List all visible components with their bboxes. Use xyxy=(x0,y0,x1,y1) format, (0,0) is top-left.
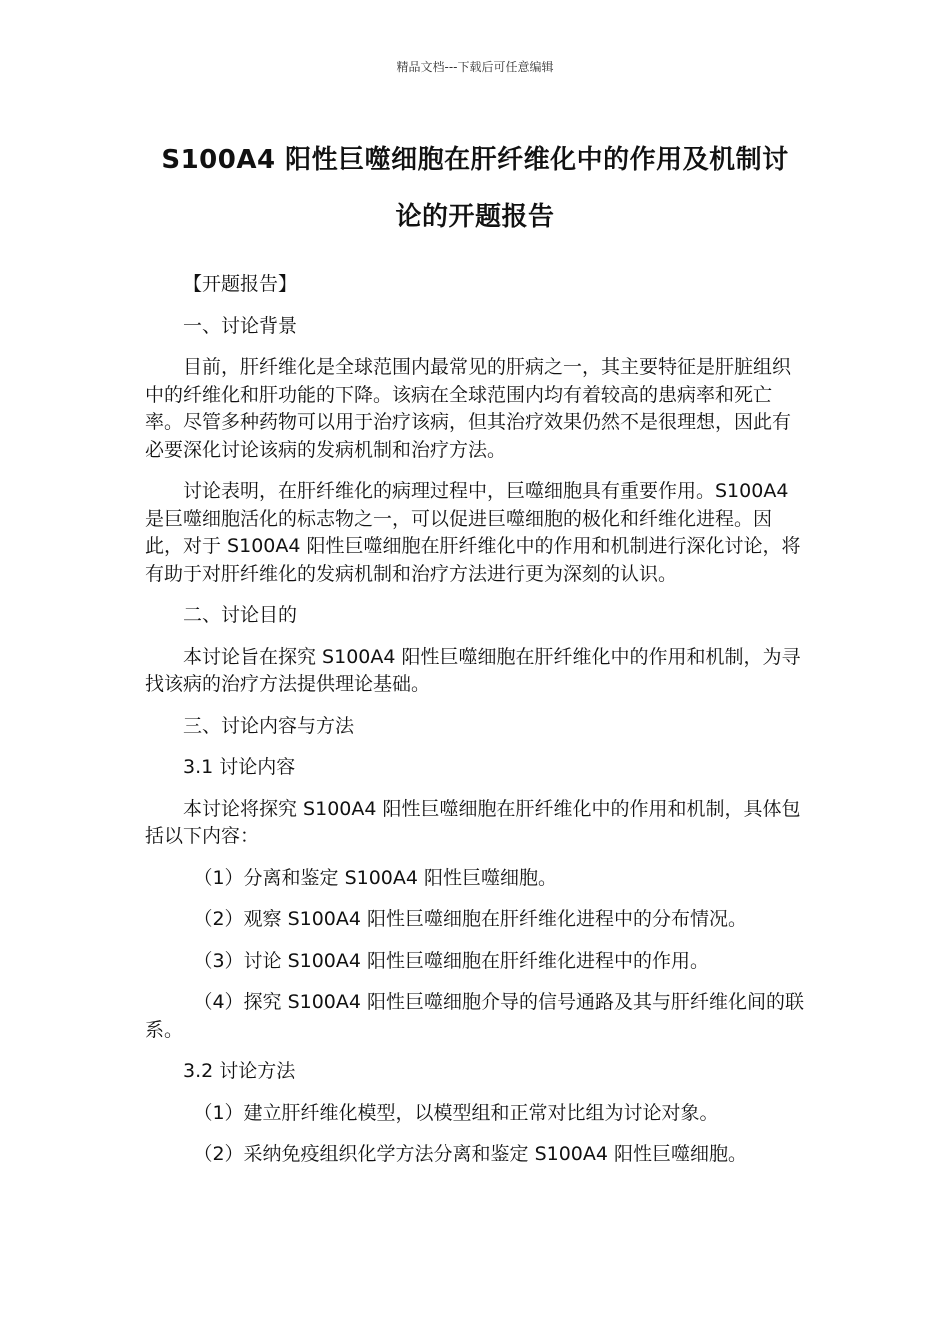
list-item: （3）讨论 S100A4 阳性巨噬细胞在肝纤维化进程中的作用。 xyxy=(193,949,710,972)
section-heading-content-methods: 三、讨论内容与方法 xyxy=(183,714,355,737)
document-title-line-1: S100A4 阳性巨噬细胞在肝纤维化中的作用及机制讨 xyxy=(161,145,789,175)
list-item: （2）观察 S100A4 阳性巨噬细胞在肝纤维化进程中的分布情况。 xyxy=(193,908,748,930)
body-paragraph: 本讨论将探究 S100A4 阳性巨噬细胞在肝纤维化中的作用和机制，具体包括以下内容： xyxy=(145,797,801,847)
document-body xyxy=(145,271,805,1183)
list-item: （1）分离和鉴定 S100A4 阳性巨噬细胞。 xyxy=(193,866,558,889)
list-item: （2）采纳免疫组织化学方法分离和鉴定 S100A4 阳性巨噬细胞。 xyxy=(193,1143,748,1165)
subsection-heading-content: 3.1 讨论内容 xyxy=(183,756,296,778)
section-label-report: 【开题报告】 xyxy=(183,273,298,295)
body-paragraph: 讨论表明，在肝纤维化的病理过程中，巨噬细胞具有重要作用。S100A4 是巨噬细胞活化的标志物之一，可以促进巨噬细胞的极化和纤维化进程。因此，对于 S100A4 阳性巨噬细胞在肝纤维化中的作用和机制进行深化讨论，将有助于对肝纤维化的发病机制和治疗方法进行更为深刻的认识。 xyxy=(145,480,801,585)
list-item: （1）建立肝纤维化模型，以模型组和正常对比组为讨论对象。 xyxy=(193,1101,719,1124)
section-heading-purpose: 二、讨论目的 xyxy=(183,604,298,626)
body-paragraph: 目前，肝纤维化是全球范围内最常见的肝病之一，其主要特征是肝脏组织中的纤维化和肝功能的下降。该病在全球范围内均有着较高的患病率和死亡率。尽管多种药物可以用于治疗该病，但其治疗效果仍然不是很理想，因此有必要深化讨论该病的发病机制和治疗方法。 xyxy=(145,356,792,461)
list-item: （4）探究 S100A4 阳性巨噬细胞介导的信号通路及其与肝纤维化间的联系。 xyxy=(145,991,805,1041)
body-paragraph: 本讨论旨在探究 S100A4 阳性巨噬细胞在肝纤维化中的作用和机制，为寻找该病的治疗方法提供理论基础。 xyxy=(145,645,801,695)
document-title-line-2: 论的开题报告 xyxy=(395,202,555,232)
section-heading-background: 一、讨论背景 xyxy=(183,314,298,337)
page-header-note: 精品文档---下载后可任意编辑 xyxy=(396,60,554,74)
subsection-heading-methods: 3.2 讨论方法 xyxy=(183,1060,296,1082)
